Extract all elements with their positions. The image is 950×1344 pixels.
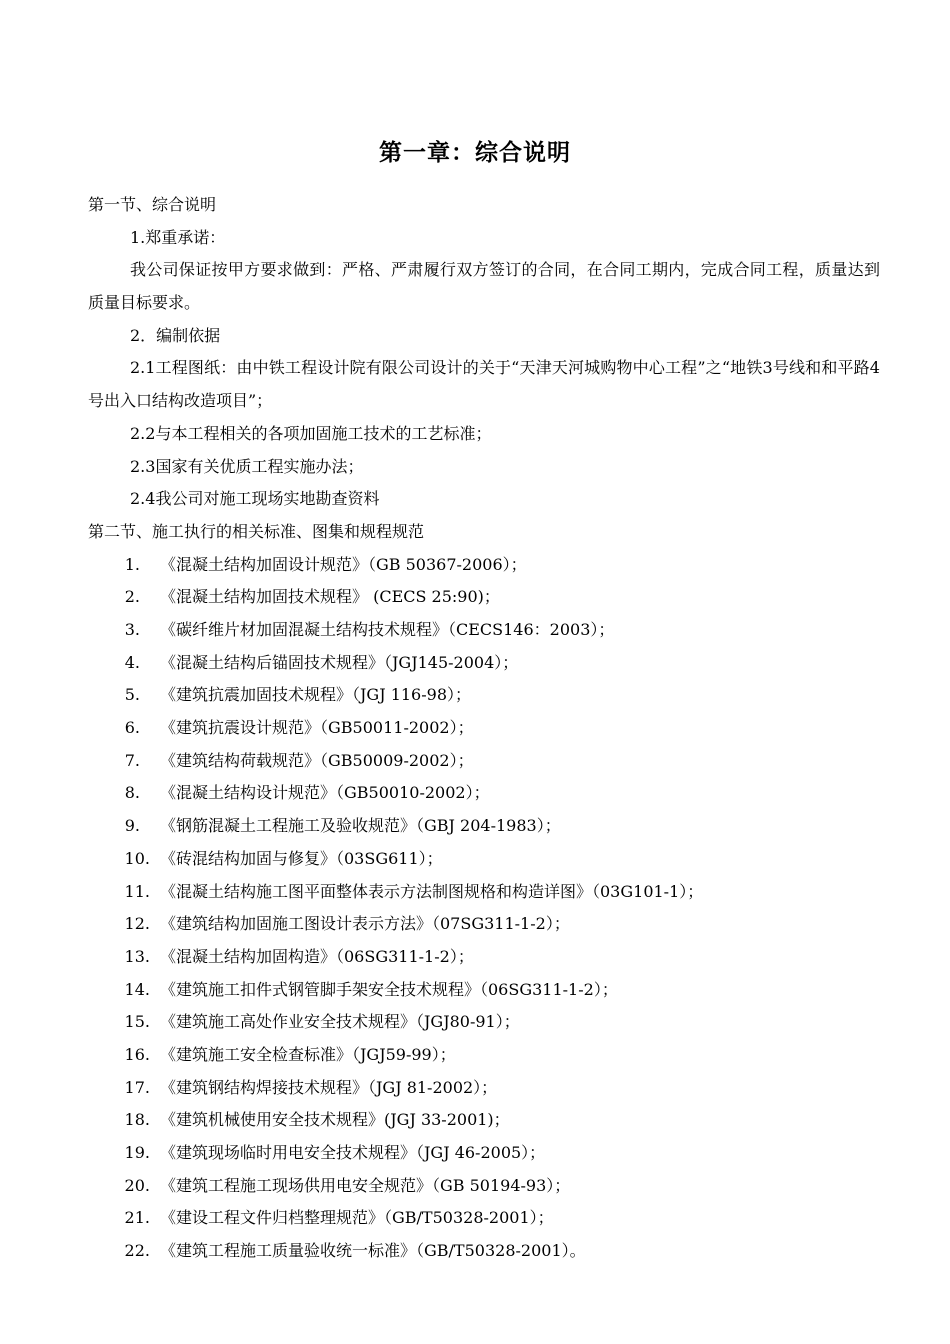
list-item [88, 777, 880, 810]
list-item-text: 《建筑工程施工现场供用电安全规范》（GB 50194-93）； [160, 1175, 571, 1195]
list-item-number: 14. [124, 979, 150, 999]
section1-item2-3: 2.3国家有关优质工程实施办法； [130, 456, 364, 476]
list-item-text: 《建筑钢结构焊接技术规程》（JGJ 81-2002）； [160, 1077, 498, 1097]
list-item-number: 22. [124, 1241, 150, 1261]
list-item-text: 《碳纤维片材加固混凝土结构技术规程》（CECS146：2003）； [160, 620, 615, 639]
list-item-text: 《建筑抗震设计规范》（GB50011-2002）； [160, 718, 474, 738]
list-item-number: 5. [124, 685, 140, 705]
list-item-text: 《建筑施工扣件式钢管脚手架安全技术规程》（06SG311-1-2）； [160, 979, 618, 999]
list-item-number: 17. [124, 1077, 150, 1097]
list-item-number: 16. [124, 1044, 150, 1064]
standards-list [88, 549, 880, 1268]
list-item-number: 3. [124, 620, 140, 639]
list-item [88, 908, 880, 941]
list-item-text: 《建筑施工高处作业安全技术规程》（JGJ80-91）； [160, 1012, 520, 1032]
list-item-text: 《建筑抗震加固技术规程》（JGJ 116-98）； [160, 685, 472, 705]
list-item-number: 6. [124, 718, 140, 738]
list-item-text: 《建筑施工安全检查标准》（JGJ59-99）； [160, 1044, 456, 1064]
list-item-number: 15. [124, 1012, 150, 1032]
list-item-text: 《建筑工程施工质量验收统一标准》（GB/T50328-2001）。 [160, 1241, 586, 1261]
list-item-text: 《建设工程文件归档整理规范》（GB/T50328-2001）； [160, 1208, 554, 1228]
list-item-number: 1. [124, 554, 140, 574]
list-item-text: 《混凝土结构后锚固技术规程》（JGJ145-2004）； [160, 652, 519, 672]
list-item [88, 1170, 880, 1203]
list-item [88, 1104, 880, 1137]
list-item-number: 9. [124, 816, 140, 836]
list-item [88, 1235, 880, 1268]
list-item [88, 1006, 880, 1039]
list-item [88, 1137, 880, 1170]
list-item-number: 19. [124, 1143, 150, 1162]
list-item [88, 941, 880, 974]
list-item-text: 《混凝土结构施工图平面整体表示方法制图规格和构造详图》（03G101-1）； [160, 881, 704, 901]
list-item-number: 13. [124, 946, 150, 966]
list-item [88, 876, 880, 909]
list-item-text: 《混凝土结构加固技术规程》 (CECS 25:90)； [160, 587, 500, 607]
section2-heading: 第二节、施工执行的相关标准、图集和规程规范 [88, 521, 425, 541]
list-item-number: 4. [124, 652, 140, 672]
list-item [88, 679, 880, 712]
list-item [88, 1202, 880, 1235]
section1-promise: 我公司保证按甲方要求做到：严格、严肃履行双方签订的合同，在合同工期内，完成合同工程，质量达到质量目标要求。 [88, 260, 880, 313]
list-item-number: 21. [124, 1208, 150, 1228]
list-item-number: 11. [124, 881, 150, 901]
section1-item1: 1.郑重承诺： [130, 227, 226, 247]
list-item-number: 2. [124, 587, 140, 607]
list-item-number: 10. [124, 848, 150, 868]
list-item-number: 18. [124, 1110, 150, 1130]
list-item-number: 7. [124, 750, 140, 770]
list-item-text: 《混凝土结构加固设计规范》（GB 50367-2006）； [160, 554, 527, 574]
list-item-text: 《混凝土结构加固构造》（06SG311-1-2）； [160, 946, 474, 966]
list-item-text: 《建筑结构加固施工图设计表示方法》（07SG311-1-2）； [160, 914, 570, 934]
chapter-title: 第一章：综合说明 [379, 140, 571, 166]
list-item [88, 745, 880, 778]
list-item [88, 974, 880, 1007]
list-item [88, 1039, 880, 1072]
list-item-text: 《砖混结构加固与修复》（03SG611）； [160, 848, 443, 868]
list-item [88, 843, 880, 876]
list-item [88, 581, 880, 614]
list-item-number: 12. [124, 914, 150, 934]
list-item-text: 《钢筋混凝土工程施工及验收规范》（GBJ 204-1983）； [160, 816, 561, 836]
list-item [88, 712, 880, 745]
section1-heading: 第一节、综合说明 [88, 195, 217, 214]
list-item [88, 549, 880, 582]
section1-item2-2: 2.2与本工程相关的各项加固施工技术的工艺标准； [130, 423, 492, 443]
document-body [88, 189, 880, 1268]
section1-item2: 2．编制依据 [130, 325, 221, 345]
list-item [88, 1072, 880, 1105]
list-item [88, 647, 880, 680]
list-item [88, 614, 880, 647]
list-item-number: 20. [124, 1175, 150, 1195]
list-item-text: 《混凝土结构设计规范》（GB50010-2002）； [160, 783, 490, 803]
list-item-text: 《建筑结构荷载规范》（GB50009-2002）； [160, 750, 474, 770]
list-item [88, 810, 880, 843]
section1-item2-4: 2.4我公司对施工现场实地勘查资料 [130, 489, 380, 509]
section1-item2-1: 2.1工程图纸：由中铁工程设计院有限公司设计的关于“天津天河城购物中心工程”之“地铁3号线和和平路4号出入口结构改造项目”； [88, 358, 880, 411]
list-item-text: 《建筑现场临时用电安全技术规程》（JGJ 46-2005）； [160, 1143, 546, 1162]
list-item-text: 《建筑机械使用安全技术规程》(JGJ 33-2001)； [160, 1110, 510, 1130]
list-item-number: 8. [124, 783, 140, 803]
